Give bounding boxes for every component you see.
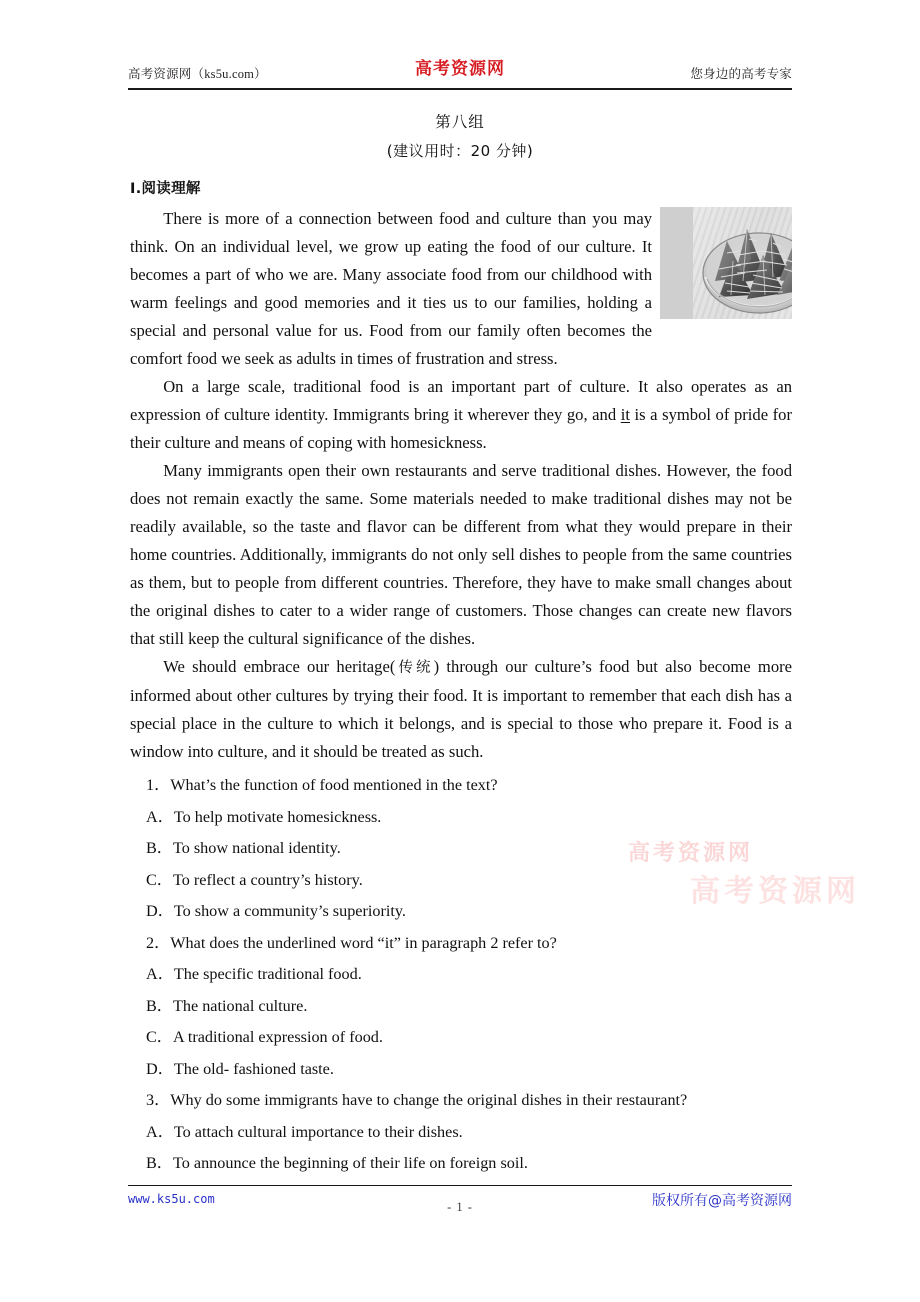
running-header — [128, 58, 792, 92]
question-1-option-d[interactable]: D．To show a community’s superiority. — [146, 902, 406, 920]
page-number: - 1 - — [447, 1200, 473, 1214]
header-site-name: 高考资源网（ks5u.com） — [128, 67, 267, 81]
underlined-word-it: it — [620, 405, 630, 424]
zongzi-bowl-photo — [660, 207, 792, 319]
question-2-option-b[interactable]: B．The national culture. — [146, 996, 308, 1015]
page-subtitle: (建议用时：20 分钟) — [386, 142, 534, 160]
question-1-text: What’s the function of food mentioned in the text? — [170, 776, 498, 794]
question-1-option-c[interactable]: C．To reflect a country’s history. — [146, 870, 363, 889]
paragraph-1 — [130, 205, 792, 373]
paragraph-2-text-b: is a symbol of pride for their culture and means of coping with homesickness. — [130, 405, 792, 452]
passage-body — [130, 205, 792, 766]
questions-list — [130, 770, 792, 1180]
paragraph-3: Many immigrants open their own restaurants and serve traditional dishes. However, the food does not remain exactly the same. Some materials needed to make traditional dishes may not be readily available, so the taste and flavor can be different from what they would prepare in their home countries. Additionally, immigrants do not only sell dishes to people from the same countries as them, but to people from different countries. Therefore, they have to make small changes about the original dishes to cater to a wider range of customers. Those changes can create new flavors that still keep the cultural significance of the dishes. — [130, 461, 792, 648]
question-3-stem — [130, 1085, 792, 1117]
question-3-option-b[interactable]: B．To announce the beginning of their life on foreign soil. — [146, 1154, 528, 1172]
footer-url[interactable]: www.ks5u.com — [128, 1192, 215, 1206]
paragraph-4 — [130, 653, 792, 766]
question-2-option-a[interactable]: A．The specific traditional food. — [146, 965, 362, 983]
question-3-text: Why do some immigrants have to change the original dishes in their restaurant? — [170, 1091, 688, 1109]
question-2-stem — [130, 928, 792, 960]
question-1-option-a[interactable]: A．To help motivate homesickness. — [146, 807, 382, 826]
watermark-1: 高考资源网 — [628, 841, 754, 866]
question-1-option-b[interactable]: B．To show national identity. — [146, 839, 341, 857]
paragraph-2 — [130, 373, 792, 457]
question-2-text: What does the underlined word “it” in paragraph 2 refer to? — [170, 933, 557, 952]
header-divider — [128, 88, 792, 90]
gloss-chuantong: 传统 — [395, 660, 434, 676]
paragraph-4-text-a: We should embrace our heritage( — [163, 657, 396, 676]
question-3-number: 3． — [146, 1091, 171, 1109]
question-1-number: 1． — [146, 776, 171, 794]
watermark-2: 高考资源网 — [690, 874, 860, 909]
page-title: 第八组 — [435, 113, 485, 131]
header-logo: 高考资源网 — [415, 59, 505, 79]
question-1-stem — [130, 770, 792, 802]
header-tagline: 您身边的高考专家 — [690, 67, 792, 81]
paragraph-1-text: There is more of a connection between food and culture than you may think. On an individual level, we grow up eating the food of our culture. It becomes a part of who we are. Many associate food from our childhood with warm feelings and good memories and it ties us to our families, holding a special and personal value for us. Food from our family often becomes the comfort food we seek as adults in times of frustration and stress. — [130, 209, 652, 368]
question-3-option-a[interactable]: A．To attach cultural importance to their dishes. — [146, 1122, 463, 1141]
question-2-number: 2． — [146, 933, 171, 952]
paragraph-4-text-b: ) through our culture’s food but also become more informed about other cultures by trying their food. It is important to remember that each dish has a special place in the culture to which it belongs, and is special to those who prepare it. Food is a window into culture, and it should be treated as such. — [130, 657, 793, 761]
question-2-option-c[interactable]: C．A traditional expression of food. — [146, 1028, 383, 1046]
running-footer — [128, 1190, 792, 1220]
question-2-option-d[interactable]: D．The old- fashioned taste. — [146, 1059, 334, 1078]
footer-copyright: 版权所有@高考资源网 — [652, 1193, 792, 1209]
section-heading-reading: Ⅰ.阅读理解 — [130, 181, 201, 197]
paragraph-2-text-a: On a large scale, traditional food is an important part of culture. It also operates as an expression of culture identity. Immigrants bring it wherever they go, and — [130, 377, 792, 424]
footer-divider — [128, 1185, 792, 1186]
